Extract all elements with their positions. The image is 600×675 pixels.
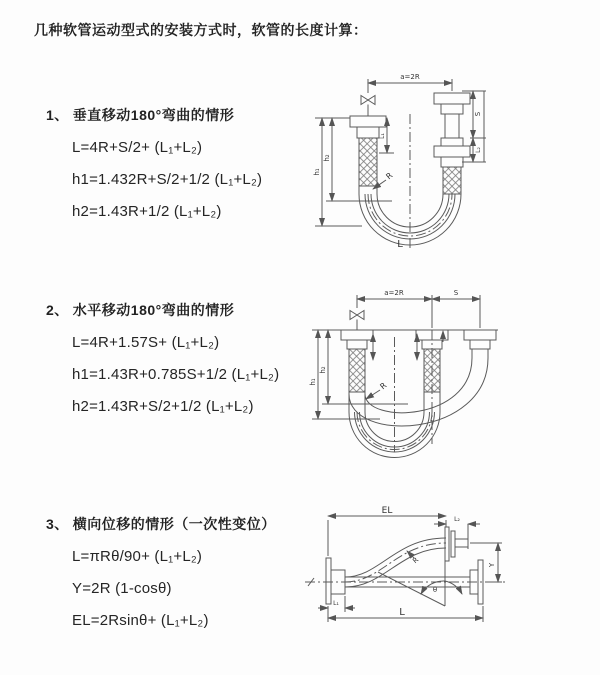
dim-l2-lines [434,524,480,537]
section-3-number: 3、 [46,516,69,532]
formula-line: L=πRθ/90+ (L₁+L₂) [72,548,203,565]
braid-section [443,167,461,194]
dim-label-s: S [474,111,482,117]
section-1-number: 1、 [46,107,69,123]
dim-top-lines [357,295,480,328]
left-pipe-assembly [350,116,386,186]
formula-line: Y=2R (1-cosθ) [72,580,172,597]
dim-label-h2: h₂ [319,366,327,374]
diagram-2-linework [312,295,498,458]
dim-label-l1: L₁ [379,133,386,139]
dim-label-el: EL [381,506,393,516]
dim-label-h1: h₁ [313,168,321,176]
dim-s-l2-lines [462,91,486,162]
dim-label-s: S [453,289,459,297]
left-pipe-assembly [341,330,373,392]
angle-label: θ [432,586,438,594]
right-pipe-assembly [434,93,470,194]
formula-line: h1=1.43R+0.785S+1/2 (L₁+L₂) [72,366,280,383]
angle-construction [378,561,462,606]
right-pipe-assembly [464,330,496,358]
section-3-heading [46,514,306,534]
section-vertical-bend [46,105,306,221]
formula-line: h2=1.43R+1/2 (L₁+L₂) [72,203,222,220]
radius-label: R [384,170,395,182]
braid-section [359,138,377,186]
diagram-horizontal-180-bend [300,282,600,467]
radius-label: R [411,555,421,566]
formula-line: h2=1.43R+S/2+1/2 (L₁+L₂) [72,398,254,415]
diagram-lateral-displacement [300,500,600,660]
formula-line: h1=1.432R+S/2+1/2 (L₁+L₂) [72,171,263,188]
dim-label-l2: L₂ [475,147,482,153]
diagram-1-labels [313,73,482,250]
dim-label-y: Y [488,562,496,568]
section-3-title: 横向位移的情形（一次性变位） [72,516,276,532]
diagram-3-labels [333,506,496,618]
section-1-title: 垂直移动180°弯曲的情形 [72,107,235,123]
valve-icon [361,96,375,117]
radius-leader [366,390,380,399]
diagram-vertical-180-bend [300,66,600,258]
displaced-hose [349,358,488,426]
dim-y-lines [470,543,502,582]
section-2-number: 2、 [46,302,69,318]
section-2-heading [46,300,306,320]
dim-label-l2: L₂ [454,516,460,523]
dim-label-a2r: a=2R [384,289,404,297]
diagram-1-linework [315,79,486,248]
dim-label-a2r: a=2R [400,73,420,81]
formula-line: EL=2Rsinθ+ (L₁+L₂) [72,612,209,629]
section-2-title: 水平移动180°弯曲的情形 [72,302,235,318]
section-lateral-displacement [46,514,306,630]
s-curve-hose [345,538,446,587]
left-flange [308,558,345,604]
upper-flange [445,527,468,561]
length-label: L [397,239,403,250]
formula-line: L=4R+1.57S+ (L₁+L₂) [72,334,220,351]
length-label: L [399,607,405,618]
radius-label: R [378,380,389,392]
section-1-heading [46,105,306,125]
valve-icon [350,311,364,331]
dim-a2r-lines [368,79,452,93]
braid-section [349,349,365,392]
formula-line: L=4R+S/2+ (L₁+L₂) [72,139,203,156]
section-horizontal-bend [46,300,306,416]
page-title: 几种软管运动型式的安装方式时，软管的长度计算： [34,22,368,38]
dim-label-h1: h₁ [309,378,317,386]
dim-label-h2: h₂ [323,154,331,162]
dim-label-l1: L₁ [333,600,339,607]
